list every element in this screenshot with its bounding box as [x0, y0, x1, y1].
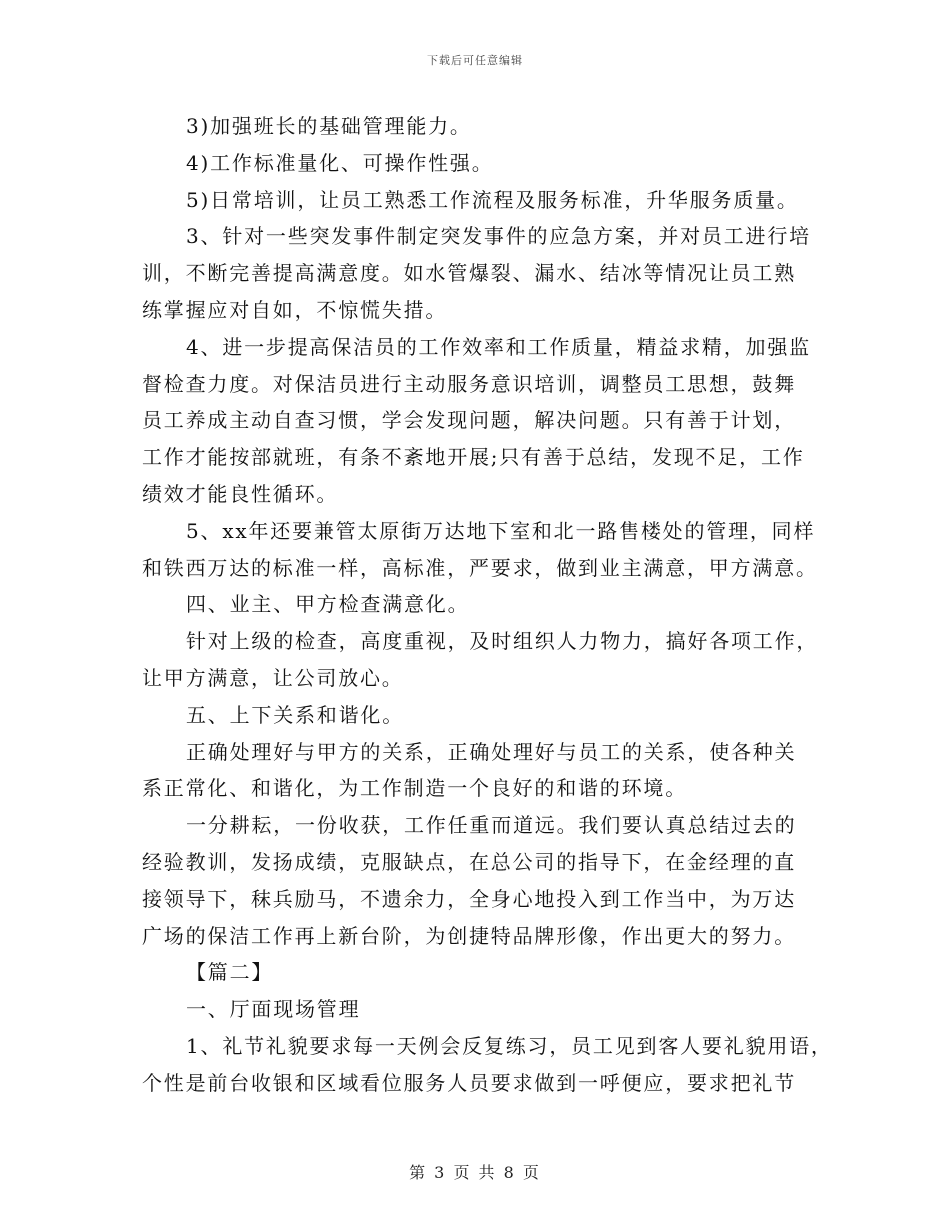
text-line: 5、xx年还要兼管太原街万达地下室和北一路售楼处的管理，同样: [186, 518, 816, 543]
text-line: 经验教训，发扬成绩，克服缺点，在总公司的指导下，在金经理的直: [142, 849, 796, 874]
section-heading: 一、厅面现场管理: [186, 997, 361, 1022]
text-line: 4)工作标准量化、可操作性强。: [186, 150, 494, 175]
text-line: 让甲方满意，让公司放心。: [142, 665, 404, 690]
text-line: 训，不断完善提高满意度。如水管爆裂、漏水、结冰等情况让员工熟: [142, 261, 796, 286]
text-line: 广场的保洁工作再上新台阶，为创捷特品牌形像，作出更大的努力。: [142, 923, 796, 948]
section-heading: 五、上下关系和谐化。: [186, 702, 404, 727]
text-line: 员工养成主动自查习惯，学会发现问题，解决问题。只有善于计划，: [142, 408, 796, 433]
text-line: 3)加强班长的基础管理能力。: [186, 114, 472, 138]
text-line: 和铁西万达的标准一样，高标准，严要求，做到业主满意，甲方满意。: [142, 555, 818, 580]
text-line: 正确处理好与甲方的关系，正确处理好与员工的关系，使各种关: [186, 739, 797, 764]
text-line: 接领导下，秣兵励马，不遗余力，全身心地投入到工作当中，为万达: [142, 886, 796, 911]
page-number: 第 3 页 共 8 页: [409, 1163, 541, 1182]
text-line: 系正常化、和谐化，为工作制造一个良好的和谐的环境。: [142, 776, 687, 801]
text-line: 个性是前台收银和区域看位服务人员要求做到一呼便应，要求把礼节: [142, 1070, 796, 1095]
text-line: 1、礼节礼貌要求每一天例会反复练习，员工见到客人要礼貌用语，: [186, 1033, 833, 1058]
section-heading: 四、业主、甲方检查满意化。: [186, 592, 470, 617]
text-line: 绩效才能良性循环。: [142, 481, 339, 506]
page-header-note: 下载后可任意编辑: [427, 54, 523, 67]
text-line: 3、针对一些突发事件制定突发事件的应急方案，并对员工进行培: [186, 224, 811, 249]
text-line: 针对上级的检查，高度重视，及时组织人力物力，搞好各项工作，: [186, 629, 819, 654]
text-line: 5)日常培训，让员工熟悉工作流程及服务标准，升华服务质量。: [186, 187, 799, 212]
text-line: 一分耕耘，一份收获，工作任重而道远。我们要认真总结过去的: [186, 813, 797, 838]
text-line: 督检查力度。对保洁员进行主动服务意识培训，调整员工思想，鼓舞: [142, 371, 796, 396]
document-body: [142, 108, 833, 1102]
text-line: 4、进一步提高保洁员的工作效率和工作质量，精益求精，加强监: [186, 334, 811, 359]
text-line: 练掌握应对自如，不惊慌失措。: [142, 297, 448, 322]
section-title: 【篇二】: [186, 960, 274, 985]
text-line: 工作才能按部就班，有条不紊地开展;只有善于总结，发现不足，工作: [142, 445, 805, 470]
